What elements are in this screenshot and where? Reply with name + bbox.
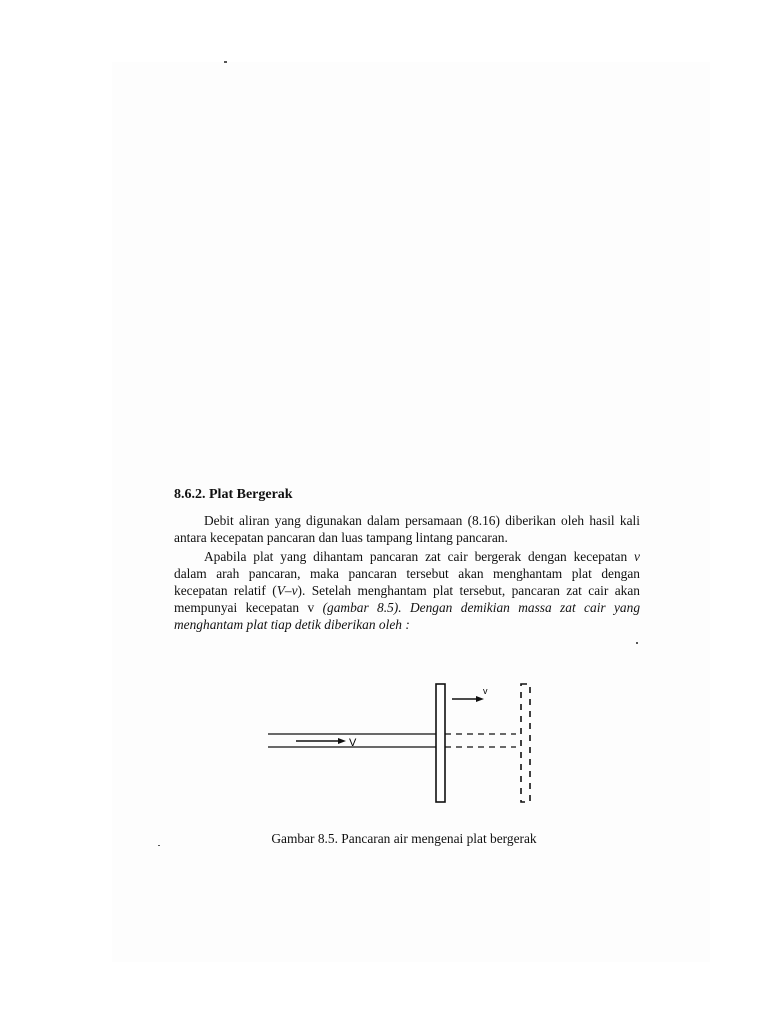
- paragraph1-text: Debit aliran yang digunakan dalam persamaan (8.16) diberikan oleh hasil kali antara kecepatan pancaran dan luas tampang lintang pancaran.: [174, 513, 640, 545]
- paragraph2-part-a: Apabila plat yang dihantam pancaran zat cair bergerak dengan kecepatan: [204, 549, 635, 564]
- moving-plate-figure: [262, 676, 552, 806]
- section-number: 8.6.2.: [174, 487, 206, 502]
- paragraph2-part-b: dalam arah pancaran, maka pancaran tersebut akan menghantam plat dengan kecepatan relatif (: [174, 566, 640, 598]
- paragraph-moving-plate: [174, 548, 640, 633]
- paragraph2-italic-tail: . Dengan demikian massa zat cair yang menghantam plat tiap detik diberikan oleh :: [174, 600, 641, 632]
- moving-plate: [436, 684, 445, 802]
- displaced-jet-lines: [445, 734, 516, 747]
- figure-reference: (gambar 8.5): [322, 600, 399, 615]
- jet-velocity-arrow: [296, 738, 346, 744]
- plate-velocity-label: v: [483, 686, 488, 696]
- jet-velocity-label: V: [349, 737, 357, 749]
- scan-speck: [636, 642, 638, 644]
- paragraph-discharge: [174, 512, 640, 546]
- velocity-v-symbol: v: [634, 549, 640, 564]
- relative-velocity-symbol: V–v: [276, 583, 298, 598]
- paragraph2-part-c: ). Setelah menghantam plat tersebut, pancaran zat cair akan mempunyai kecepatan v: [174, 583, 640, 615]
- plate-velocity-arrow: [452, 696, 484, 702]
- displaced-plate-outline: [521, 684, 530, 802]
- scan-speck: [224, 61, 227, 63]
- figure-caption: Gambar 8.5. Pancaran air mengenai plat bergerak: [271, 831, 537, 846]
- section-title: Plat Bergerak: [209, 487, 293, 502]
- section-heading: [174, 487, 293, 503]
